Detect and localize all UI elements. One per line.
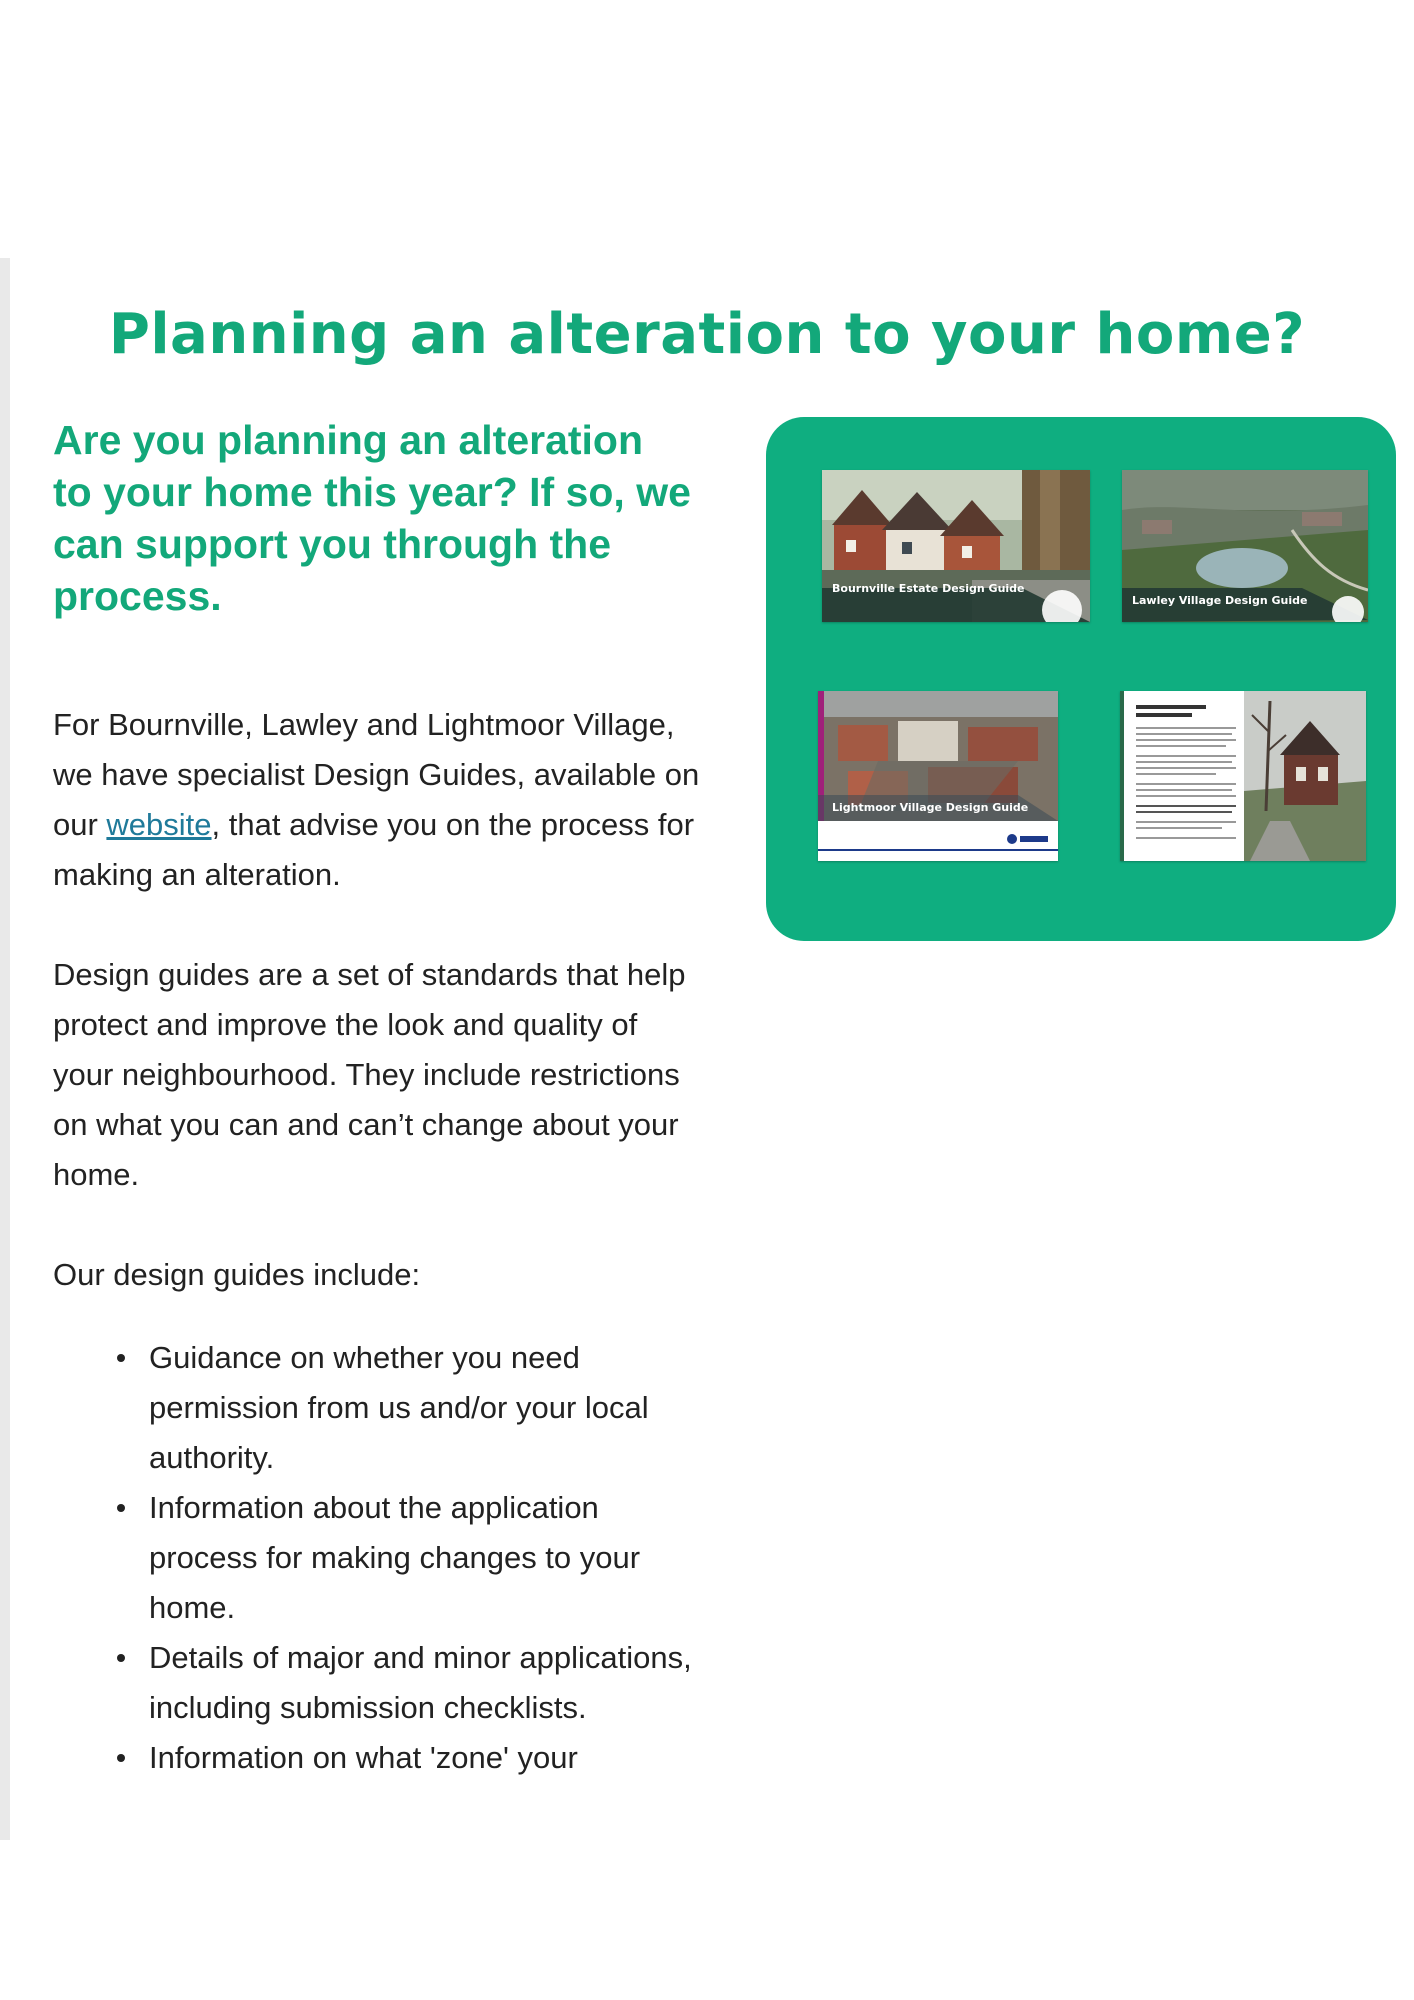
bournville-guide-caption: Bournville Estate Design Guide — [832, 582, 1025, 595]
design-guide-page-preview — [1120, 691, 1366, 861]
guides-include-list — [53, 1333, 693, 1783]
bournville-guide-cover — [822, 470, 1090, 622]
list-item: Details of major and minor applications, including submission checklists. — [149, 1633, 693, 1733]
list-item: Information about the application process for making changes to your home. — [149, 1483, 693, 1633]
list-item: Information on what 'zone' your — [149, 1733, 693, 1783]
left-border — [0, 258, 10, 1840]
paragraph-text: , that advise you on the process for making an alteration. — [53, 807, 695, 892]
paragraph-design-guides-availability — [53, 700, 703, 900]
paragraph-design-guides-definition: Design guides are a set of standards that help protect and improve the look and quality of your neighbourhood. They include restrictions on what you can and can’t change about your home. — [53, 957, 686, 1192]
lawley-guide-cover — [1122, 470, 1368, 622]
website-link[interactable]: website — [106, 807, 212, 842]
list-item: Guidance on whether you need permission from us and/or your local authority. — [149, 1333, 693, 1483]
intro-heading: Are you planning an alteration to your home this year? If so, we can support you through the process. — [53, 417, 691, 619]
lightmoor-cover-illustration — [818, 691, 1058, 861]
guide-page-illustration — [1120, 691, 1366, 861]
page-title: Planning an alteration to your home? — [108, 302, 1306, 367]
lawley-guide-caption: Lawley Village Design Guide — [1132, 594, 1308, 607]
paragraph-guides-include: Our design guides include: — [53, 1257, 421, 1292]
lightmoor-guide-caption: Lightmoor Village Design Guide — [832, 801, 1029, 814]
paragraph-text: For Bournville, Lawley and Lightmoor Village, we have specialist Design Guides, available on our — [53, 707, 700, 842]
lightmoor-guide-cover — [818, 691, 1058, 861]
design-guides-image-card — [766, 417, 1396, 941]
bournville-cover-illustration — [822, 470, 1090, 622]
